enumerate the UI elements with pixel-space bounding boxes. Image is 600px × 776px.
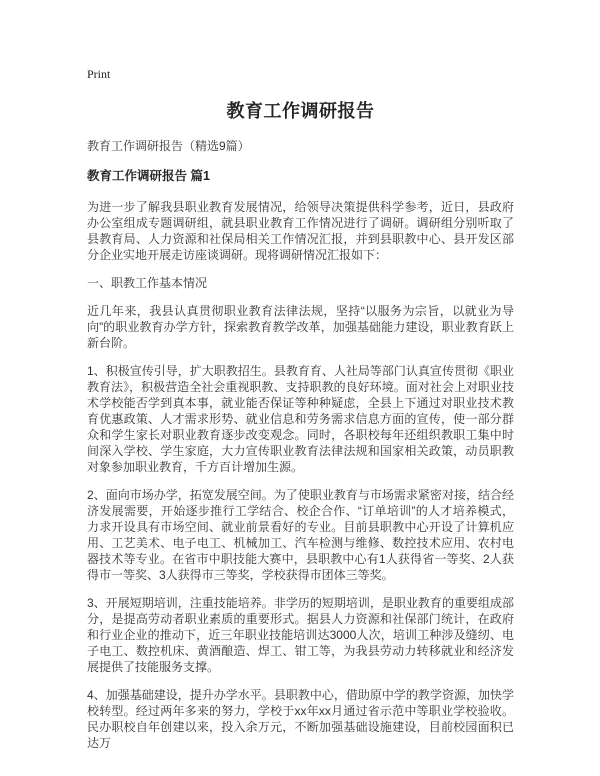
page-title: 教育工作调研报告 (226, 101, 375, 121)
document-subtitle: 教育工作调研报告（精选9篇） (87, 139, 250, 153)
subheading-basic-situation: 一、职教工作基本情况 (87, 276, 208, 290)
document-body (87, 97, 514, 751)
paragraph-intro: 为进一步了解我县职业教育发展情况，给领导决策提供科学参考，近日，县政府办公室组成专题调研组，就县职业教育工作情况进行了调研。调研组分别听取了县教育局、人力资源和社保局相关工作情况汇报，并到县职教中心、县开发区部分企业实地开展走访座谈调研。现将调研情况汇报如下： (87, 200, 514, 262)
print-link[interactable]: Print (87, 67, 111, 81)
paragraph-point-4: 4、加强基础建设，提升办学水平。县职教中心，借助原中学的教学资源，加快学校转型。经过两年多来的努力，学校于xx年xx月通过省示范中等职业学校验收。民办职校自年创建以来，投入余万元，不断加强基础设施建设，目前校园面积已达万 (87, 688, 514, 750)
section-heading: 教育工作调研报告 篇1 (87, 169, 210, 183)
paragraph-overview: 近几年来，我县认真贯彻职业教育法律法规，坚持“以服务为宗旨，以就业为导向”的职业教育办学方针，探索教育教学改革，加强基础能力建设，职业教育跃上新台阶。 (87, 304, 514, 350)
paragraph-point-2: 2、面向市场办学，拓宽发展空间。为了使职业教育与市场需求紧密对接，结合经济发展需要，开始逐步推行工学结合、校企合作、“订单培训”的人才培养模式，力求开设具有市场空间、就业前景看好的专业。目前县职教中心开设了计算机应用、工艺美术、电子电工、机械加工、汽车检测与维修、数控技术应用、农村电器技术等专业。在省市中职技能大赛中，县职教中心有1人获得省一等奖、2人获得市一等奖、3人获得市三等奖，学校获得市团体三等奖。 (87, 488, 514, 582)
paragraph-point-1: 1、积极宣传引导，扩大职教招生。县教育育、人社局等部门认真宣传贯彻《职业教育法》，积极营造全社会重视职教、支持职教的良好环境。面对社会上对职业技术学校能否学到真本事，就业能否保证等种种疑虑，全县上下通过对职业技术教育优惠政策、人才需求形势、就业信息和劳务需求信息方面的宣传，使一部分群众和学生家长对职业教育逐步改变观念。同时，各职校每年还组织教职工集中时间深入学校、学生家庭，大力宣传职业教育法律法规和国家相关政策，动员职教对象参加职业教育，千方百计增加生源。 (87, 364, 514, 474)
paragraph-point-3: 3、开展短期培训，注重技能培养。非学历的短期培训，是职业教育的重要组成部分，是提高劳动者职业素质的重要形式。据县人力资源和社保部门统计，在政府和行业企业的推动下，近三年职业技能培训达3000人次，培训工种涉及缝纫、电子电工、数控机床、黄酒酿造、焊工、钳工等，为我县劳动力转移就业和经济发展提供了技能服务支撑。 (87, 596, 514, 674)
